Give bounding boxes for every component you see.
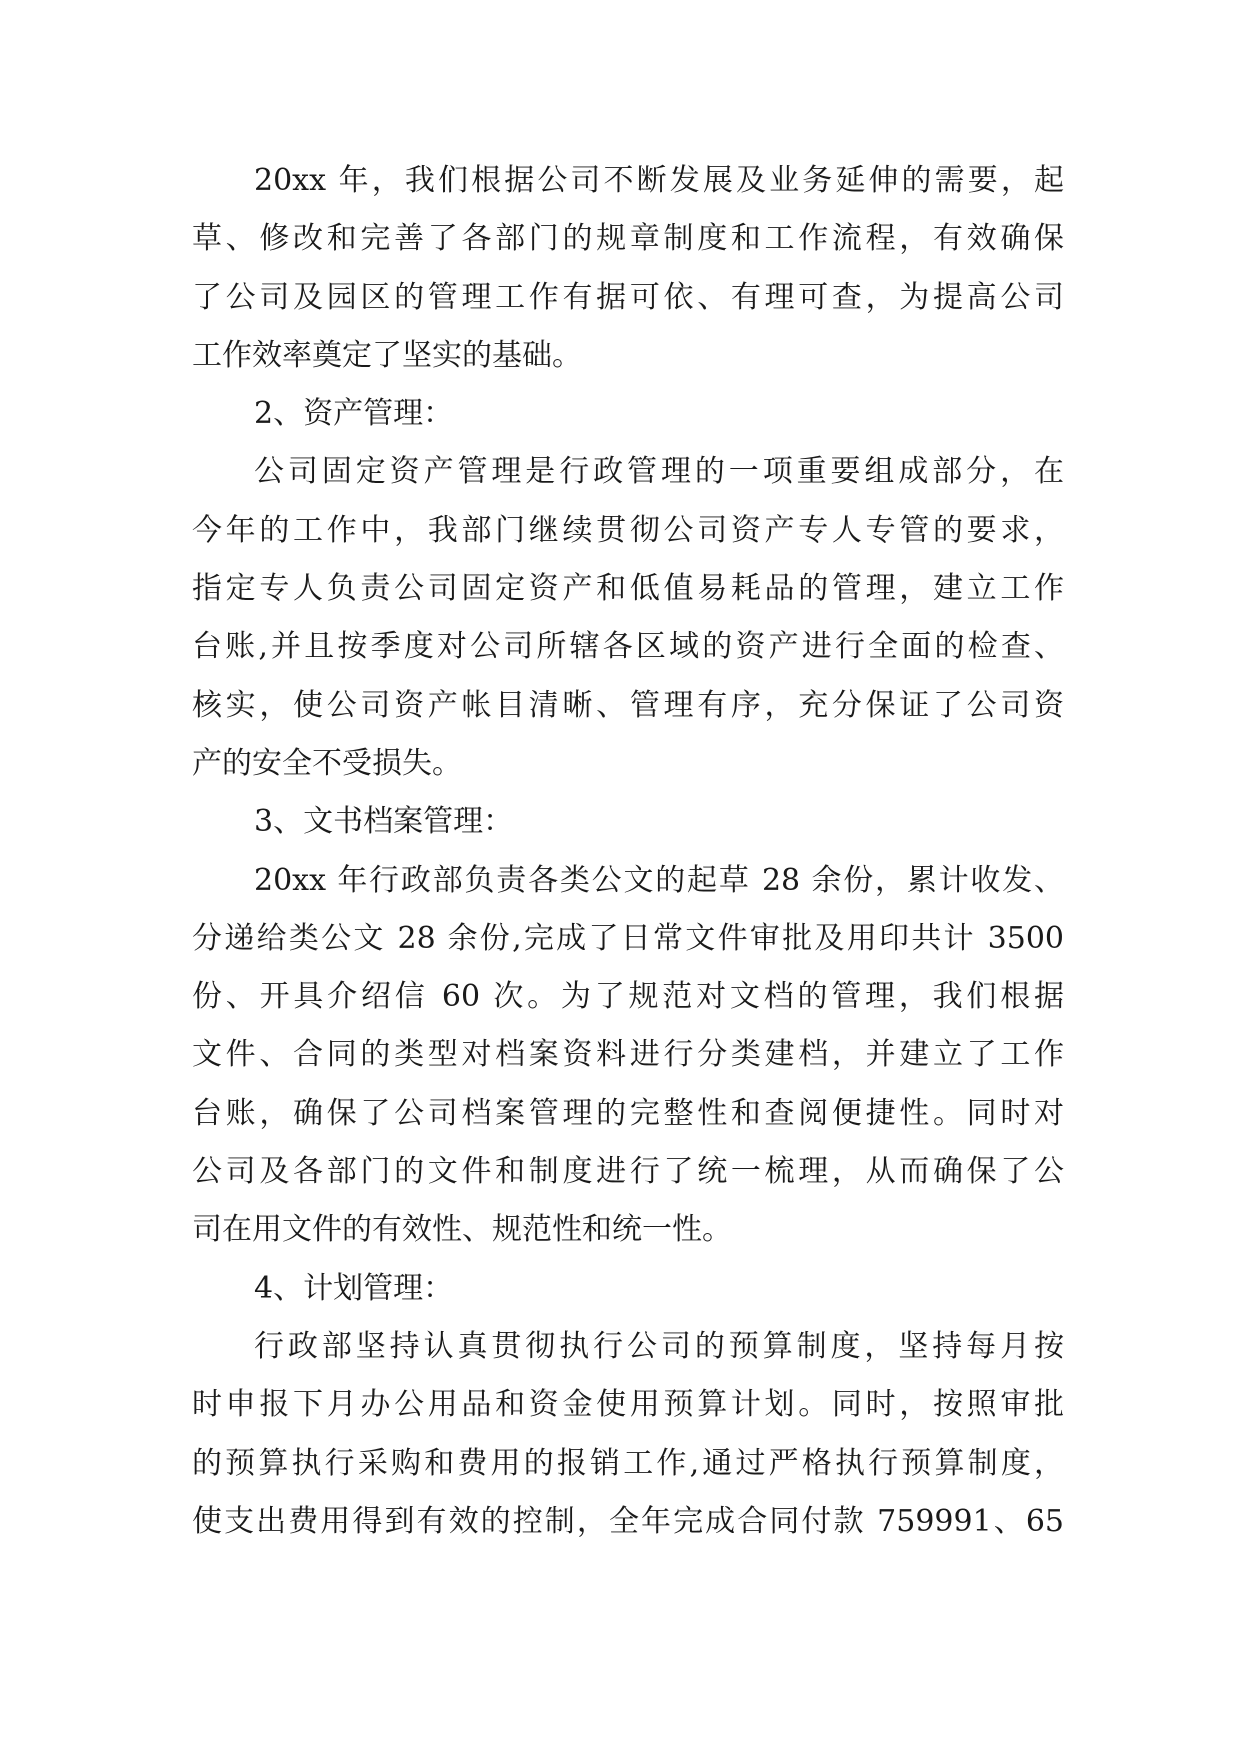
paragraph-line: 台账,并且按季度对公司所辖各区域的资产进行全面的检查、 (192, 629, 1064, 665)
paragraph-line: 20xx 年行政部负责各类公文的起草 28 余份，累计收发、 (254, 862, 1064, 898)
paragraph-line: 草、修改和完善了各部门的规章制度和工作流程，有效确保 (192, 221, 1064, 257)
paragraph-line: 时申报下月办公用品和资金使用预算计划。同时，按照审批 (192, 1387, 1064, 1423)
section-heading: 2、资产管理： (254, 396, 454, 432)
paragraph-line: 使支出费用得到有效的控制，全年完成合同付款 759991、65 (192, 1503, 1064, 1539)
paragraph-line: 了公司及园区的管理工作有据可依、有理可查，为提高公司 (192, 279, 1064, 315)
paragraph-line: 今年的工作中，我部门继续贯彻公司资产专人专管的要求， (192, 512, 1064, 548)
paragraph-line: 核实，使公司资产帐目清晰、管理有序，充分保证了公司资 (192, 687, 1064, 723)
paragraph-line: 公司固定资产管理是行政管理的一项重要组成部分，在 (254, 454, 1064, 490)
paragraph-line: 的预算执行采购和费用的报销工作,通过严格执行预算制度， (192, 1445, 1064, 1481)
paragraph-line: 产的安全不受损失。 (192, 745, 462, 781)
paragraph-line: 行政部坚持认真贯彻执行公司的预算制度，坚持每月按 (254, 1328, 1064, 1364)
document-body (192, 152, 1064, 1551)
section-heading: 4、计划管理： (254, 1270, 454, 1306)
paragraph-line: 台账，确保了公司档案管理的完整性和查阅便捷性。同时对 (192, 1095, 1064, 1131)
paragraph-line: 司在用文件的有效性、规范性和统一性。 (192, 1212, 732, 1248)
paragraph-line: 分递给类公文 28 余份,完成了日常文件审批及用印共计 3500 (192, 920, 1064, 956)
paragraph-line: 份、开具介绍信 60 次。为了规范对文档的管理，我们根据 (192, 979, 1064, 1015)
paragraph-line: 指定专人负责公司固定资产和低值易耗品的管理，建立工作 (192, 571, 1064, 607)
section-heading: 3、文书档案管理： (254, 804, 514, 840)
paragraph-line: 文件、合同的类型对档案资料进行分类建档，并建立了工作 (192, 1037, 1064, 1073)
paragraph-line: 工作效率奠定了坚实的基础。 (192, 337, 582, 373)
paragraph-line: 20xx 年，我们根据公司不断发展及业务延伸的需要，起 (254, 163, 1064, 198)
paragraph-line: 公司及各部门的文件和制度进行了统一梳理，从而确保了公 (192, 1154, 1064, 1190)
